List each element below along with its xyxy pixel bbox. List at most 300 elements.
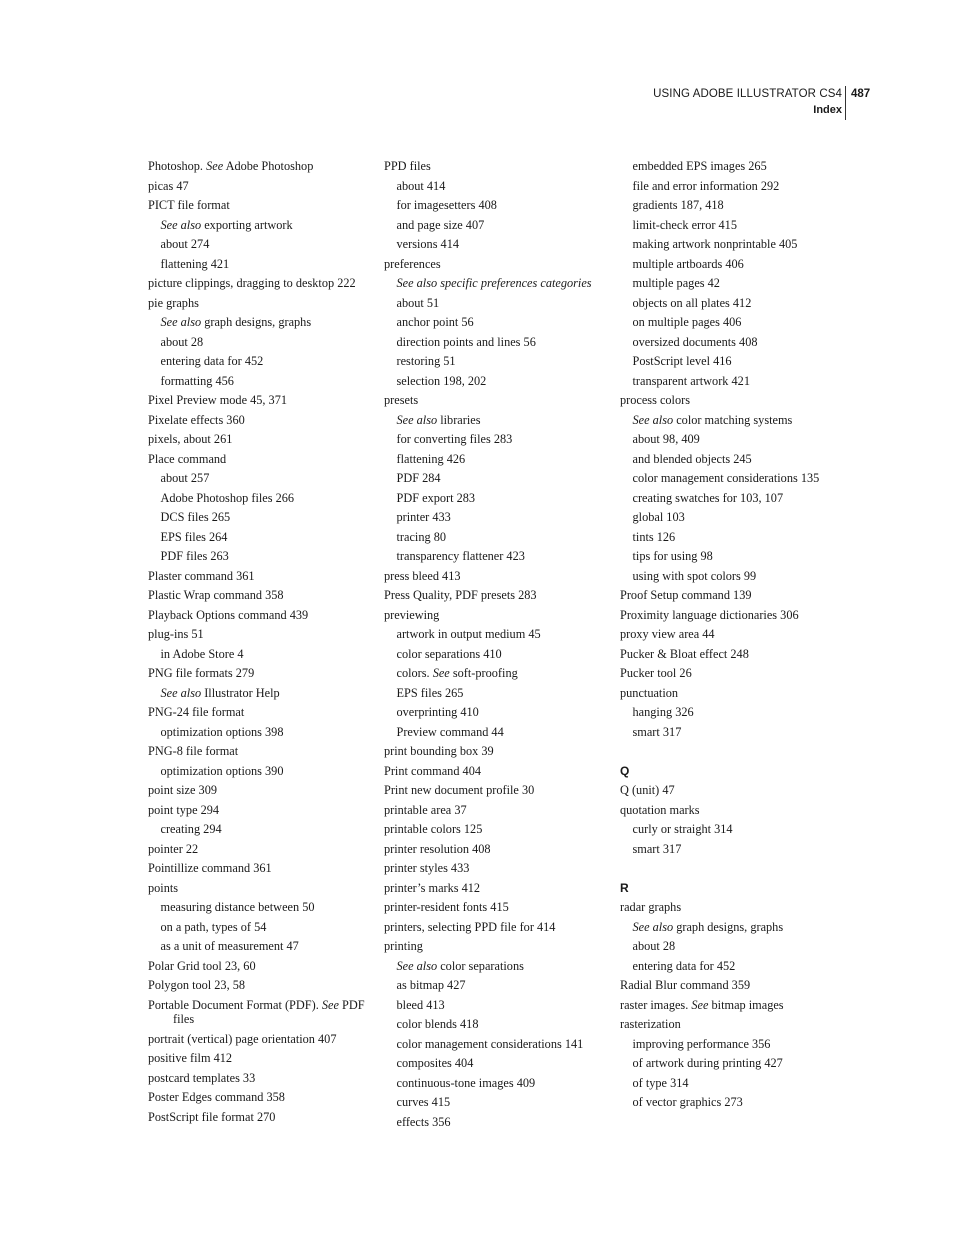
index-entry xyxy=(384,567,609,587)
entry-text: multiple pages 42 xyxy=(632,276,720,290)
index-subentry xyxy=(620,411,850,431)
index-subentry xyxy=(384,528,609,548)
entry-text: as bitmap 427 xyxy=(396,978,466,992)
index-entry xyxy=(384,255,609,275)
entry-text: about 28 xyxy=(160,334,204,349)
entry-text: Pixel Preview mode 45, 371 xyxy=(148,393,288,407)
cross-reference-label: See also xyxy=(632,919,674,934)
cross-reference-label: See also xyxy=(396,958,438,973)
index-entry xyxy=(384,898,609,918)
index-entry xyxy=(620,996,850,1016)
index-entry xyxy=(148,450,373,470)
index-entry xyxy=(148,996,373,1030)
cross-reference-target: Adobe Photoshop xyxy=(223,159,314,173)
entry-text: about 98, 409 xyxy=(632,432,700,446)
entry-text: DCS files 265 xyxy=(160,510,231,524)
header-title: USING ADOBE ILLUSTRATOR CS4 xyxy=(653,88,842,100)
index-subentry xyxy=(384,508,609,528)
index-subentry xyxy=(620,216,850,236)
index-column-2 xyxy=(384,157,609,1132)
index-subentry xyxy=(384,1113,609,1133)
entry-text: Print new document profile 30 xyxy=(384,783,535,797)
index-subentry xyxy=(620,177,850,197)
index-subentry xyxy=(384,645,609,665)
entry-text: overprinting 410 xyxy=(396,705,479,719)
index-entry xyxy=(384,742,609,762)
running-header xyxy=(0,84,954,124)
index-entry xyxy=(620,625,850,645)
entry-text: proxy view area 44 xyxy=(620,627,715,641)
index-entry xyxy=(620,391,850,411)
cross-reference-label: See also xyxy=(160,217,202,232)
entry-text: postcard templates 33 xyxy=(148,1070,256,1085)
entry-text: radar graphs xyxy=(620,900,682,914)
index-subentry xyxy=(148,235,373,255)
entry-text: PDF files 263 xyxy=(160,549,229,563)
index-entry xyxy=(148,957,373,977)
entry-text: entering data for 452 xyxy=(160,354,264,368)
entry-text: print bounding box 39 xyxy=(384,744,494,758)
index-subentry xyxy=(384,664,609,684)
index-subentry xyxy=(620,274,850,294)
index-subentry xyxy=(384,313,609,333)
index-entry xyxy=(620,781,850,801)
cross-reference-label: See also xyxy=(396,412,438,427)
index-entry xyxy=(148,742,373,762)
cross-reference-label: See also xyxy=(160,315,202,329)
entry-text: optimization options 390 xyxy=(160,763,284,778)
index-subentry xyxy=(620,489,850,509)
entry-text: curly or straight 314 xyxy=(632,822,733,836)
index-entry xyxy=(148,294,373,314)
entry-text: versions 414 xyxy=(396,237,460,251)
entry-text: printer 433 xyxy=(396,510,451,524)
cross-reference-target: color matching systems xyxy=(673,412,793,427)
index-subentry xyxy=(384,1035,609,1055)
entry-text: composites 404 xyxy=(396,1056,474,1070)
cross-reference-target: Illustrator Help xyxy=(201,685,280,700)
index-subentry xyxy=(148,684,373,704)
entry-text: color blends 418 xyxy=(396,1017,479,1031)
entry-text: EPS files 264 xyxy=(160,529,228,544)
index-subentry xyxy=(148,313,373,333)
index-subentry xyxy=(384,430,609,450)
entry-text: quotation marks xyxy=(620,802,700,817)
index-subentry xyxy=(620,333,850,353)
index-subentry xyxy=(620,957,850,977)
cross-reference-target: bitmap images xyxy=(708,997,784,1012)
entry-text: and blended objects 245 xyxy=(632,451,752,466)
index-entry xyxy=(620,645,850,665)
entry-text: on multiple pages 406 xyxy=(632,315,742,329)
index-subentry xyxy=(620,723,850,743)
entry-text: entering data for 452 xyxy=(632,958,736,973)
entry-text: color management considerations 141 xyxy=(396,1036,584,1051)
entry-text: positive film 412 xyxy=(148,1051,233,1065)
header-section: Index xyxy=(813,104,842,116)
entry-text: flattening 421 xyxy=(160,256,230,271)
entry-text: optimization options 398 xyxy=(160,724,284,739)
index-subentry xyxy=(384,996,609,1016)
entry-text: Playback Options command 439 xyxy=(148,607,309,622)
entry-text: creating 294 xyxy=(160,822,222,836)
entry-text: press bleed 413 xyxy=(384,568,461,583)
cross-reference-label: See also specific preferences categories xyxy=(396,276,592,290)
index-entry xyxy=(620,1015,850,1035)
index-subentry xyxy=(620,528,850,548)
index-subentry xyxy=(620,937,850,957)
entry-text: measuring distance between 50 xyxy=(160,900,315,914)
index-subentry xyxy=(384,469,609,489)
index-subentry xyxy=(620,567,850,587)
entry-text: Q (unit) 47 xyxy=(620,783,675,797)
entry-text: Pointillize command 361 xyxy=(148,861,272,875)
entry-text: oversized documents 408 xyxy=(632,334,758,349)
index-entry xyxy=(620,684,850,704)
entry-text: EPS files 265 xyxy=(396,685,464,700)
entry-text: on a path, types of 54 xyxy=(160,919,267,934)
entry-text: about 414 xyxy=(396,178,446,193)
entry-text: hanging 326 xyxy=(632,705,694,719)
entry-text: printable colors 125 xyxy=(384,822,483,836)
index-entry xyxy=(148,274,373,294)
entry-text: Portable Document Format (PDF). xyxy=(148,997,322,1012)
index-subentry xyxy=(620,840,850,860)
index-subentry xyxy=(384,1054,609,1074)
entry-text: Proof Setup command 139 xyxy=(620,588,752,602)
index-subentry xyxy=(148,372,373,392)
header-text-block xyxy=(653,86,842,118)
index-entry xyxy=(148,196,373,216)
index-entry xyxy=(384,157,609,177)
entry-text: printers, selecting PPD file for 414 xyxy=(384,919,556,934)
entry-text: formatting 456 xyxy=(160,373,234,388)
index-subentry xyxy=(384,352,609,372)
entry-text: using with spot colors 99 xyxy=(632,568,757,583)
index-subentry xyxy=(620,1054,850,1074)
index-subentry xyxy=(620,547,850,567)
index-subentry xyxy=(384,411,609,431)
index-entry xyxy=(384,781,609,801)
index-subentry xyxy=(620,372,850,392)
index-subentry xyxy=(148,352,373,372)
entry-text: file and error information 292 xyxy=(632,178,780,193)
cross-reference-label: See xyxy=(432,666,450,680)
index-subentry xyxy=(620,1093,850,1113)
index-subentry xyxy=(384,1093,609,1113)
entry-text: Adobe Photoshop files 266 xyxy=(160,490,295,505)
index-entry xyxy=(148,567,373,587)
entry-text: for converting files 283 xyxy=(396,432,513,446)
index-entry xyxy=(148,976,373,996)
index-subentry xyxy=(384,625,609,645)
index-subentry xyxy=(384,1074,609,1094)
index-subentry xyxy=(148,723,373,743)
cross-reference-target: libraries xyxy=(437,412,481,427)
entry-text: embedded EPS images 265 xyxy=(632,159,767,173)
entry-text: PostScript level 416 xyxy=(632,354,732,368)
index-entry xyxy=(148,411,373,431)
entry-text: Preview command 44 xyxy=(396,724,504,739)
entry-text: Polygon tool 23, 58 xyxy=(148,978,246,992)
index-subentry xyxy=(620,469,850,489)
entry-text: restoring 51 xyxy=(396,354,456,368)
index-subentry xyxy=(384,177,609,197)
entry-text: transparency flattener 423 xyxy=(396,549,525,563)
index-subentry xyxy=(384,976,609,996)
entry-text: selection 198, 202 xyxy=(396,373,487,388)
index-entry xyxy=(620,664,850,684)
index-entry xyxy=(148,157,373,177)
index-subentry xyxy=(620,1035,850,1055)
entry-text: plug-ins 51 xyxy=(148,627,204,641)
index-entry xyxy=(148,1088,373,1108)
index-subentry xyxy=(148,918,373,938)
entry-text: PNG file formats 279 xyxy=(148,666,255,680)
entry-text: pie graphs xyxy=(148,295,199,310)
index-subentry xyxy=(620,703,850,723)
entry-text: global 103 xyxy=(632,510,685,524)
index-subentry xyxy=(384,1015,609,1035)
index-entry xyxy=(384,762,609,782)
index-subentry xyxy=(384,723,609,743)
entry-text: Pucker & Bloat effect 248 xyxy=(620,646,749,661)
index-entry xyxy=(148,703,373,723)
index-entry xyxy=(148,781,373,801)
entry-text: about 28 xyxy=(632,939,676,953)
index-column-1 xyxy=(148,157,373,1127)
cross-reference-label: See also xyxy=(160,685,202,700)
index-subentry xyxy=(384,294,609,314)
entry-text: printer’s marks 412 xyxy=(384,880,481,895)
index-entry xyxy=(384,391,609,411)
entry-text: effects 356 xyxy=(396,1114,451,1129)
index-subentry xyxy=(384,547,609,567)
entry-text: in Adobe Store 4 xyxy=(160,646,244,661)
entry-text: of vector graphics 273 xyxy=(632,1095,743,1109)
entry-text: multiple artboards 406 xyxy=(632,256,744,271)
index-column-3 xyxy=(620,157,850,1113)
index-subentry xyxy=(620,294,850,314)
page-number: 487 xyxy=(851,88,871,100)
entry-text: pixels, about 261 xyxy=(148,432,233,446)
index-subentry xyxy=(384,274,609,294)
index-subentry xyxy=(620,918,850,938)
cross-reference-target: PDF files xyxy=(173,997,365,1026)
index-entry xyxy=(148,625,373,645)
index-subentry xyxy=(620,508,850,528)
entry-text: tracing 80 xyxy=(396,529,447,544)
index-entry xyxy=(384,840,609,860)
index-entry xyxy=(620,606,850,626)
index-subentry xyxy=(384,489,609,509)
entry-text: Radial Blur command 359 xyxy=(620,978,751,992)
cross-reference-label: See also xyxy=(632,412,674,427)
index-entry xyxy=(620,898,850,918)
entry-text: flattening 426 xyxy=(396,451,466,466)
index-subentry xyxy=(384,216,609,236)
entry-text: transparent artwork 421 xyxy=(632,373,750,388)
entry-text: printer-resident fonts 415 xyxy=(384,900,509,914)
entry-text: process colors xyxy=(620,393,691,407)
entry-text: presets xyxy=(384,393,419,407)
entry-text: bleed 413 xyxy=(396,997,445,1012)
index-subentry xyxy=(384,196,609,216)
index-section-letter xyxy=(620,762,850,782)
index-subentry xyxy=(148,489,373,509)
index-entry xyxy=(384,606,609,626)
index-entry xyxy=(384,918,609,938)
entry-text: direction points and lines 56 xyxy=(396,334,536,349)
cross-reference-target: graph designs, graphs xyxy=(201,315,312,329)
entry-text: PNG-8 file format xyxy=(148,744,239,758)
index-entry xyxy=(148,801,373,821)
entry-text: raster images. xyxy=(620,997,692,1012)
entry-text: Poster Edges command 358 xyxy=(148,1090,285,1104)
index-subentry xyxy=(148,255,373,275)
entry-text: Print command 404 xyxy=(384,763,482,778)
index-entry xyxy=(148,606,373,626)
cross-reference-target: graph designs, graphs xyxy=(673,919,784,934)
index-entry xyxy=(148,430,373,450)
index-entry xyxy=(148,859,373,879)
entry-text: about 274 xyxy=(160,237,210,251)
index-section-letter xyxy=(620,879,850,899)
index-entry xyxy=(384,879,609,899)
index-subentry xyxy=(148,528,373,548)
index-entry xyxy=(148,840,373,860)
index-subentry xyxy=(620,430,850,450)
index-subentry xyxy=(620,352,850,372)
index-entry xyxy=(148,586,373,606)
index-subentry xyxy=(384,684,609,704)
entry-text: pointer 22 xyxy=(148,841,199,856)
cross-reference-target: color separations xyxy=(437,958,524,973)
entry-text: points xyxy=(148,880,179,895)
index-subentry xyxy=(620,196,850,216)
index-entry xyxy=(384,937,609,957)
index-subentry xyxy=(384,703,609,723)
entry-text: smart 317 xyxy=(632,724,682,739)
entry-text: PICT file format xyxy=(148,198,230,212)
index-subentry xyxy=(384,333,609,353)
entry-text: Place command xyxy=(148,451,227,466)
entry-text: PNG-24 file format xyxy=(148,705,245,719)
index-subentry xyxy=(384,235,609,255)
index-entry xyxy=(148,1069,373,1089)
entry-text: picture clippings, dragging to desktop 222 xyxy=(148,276,356,290)
cross-reference-label: See xyxy=(321,997,339,1012)
index-entry xyxy=(148,391,373,411)
index-entry xyxy=(620,586,850,606)
cross-reference-target: soft-proofing xyxy=(449,666,518,680)
cross-reference-target: exporting artwork xyxy=(201,217,293,232)
entry-text: about 51 xyxy=(396,295,440,310)
entry-text: Pucker tool 26 xyxy=(620,666,692,680)
index-subentry xyxy=(620,450,850,470)
index-subentry xyxy=(620,1074,850,1094)
entry-text: point type 294 xyxy=(148,802,220,817)
entry-text: PDF export 283 xyxy=(396,490,476,505)
header-divider xyxy=(845,86,846,120)
index-subentry xyxy=(148,898,373,918)
index-subentry xyxy=(148,216,373,236)
entry-text: printer resolution 408 xyxy=(384,841,491,856)
index-subentry xyxy=(148,937,373,957)
index-subentry xyxy=(148,508,373,528)
entry-text: of type 314 xyxy=(632,1075,689,1090)
index-entry xyxy=(148,177,373,197)
index-subentry xyxy=(620,157,850,177)
index-subentry xyxy=(148,762,373,782)
entry-text: tips for using 98 xyxy=(632,549,713,563)
index-subentry xyxy=(620,820,850,840)
entry-text: Plaster command 361 xyxy=(148,568,255,583)
entry-text: rasterization xyxy=(620,1017,681,1031)
entry-text: printer styles 433 xyxy=(384,861,470,875)
entry-text: gradients 187, 418 xyxy=(632,198,724,212)
entry-text: limit-check error 415 xyxy=(632,217,737,232)
index-entry xyxy=(148,1030,373,1050)
index-entry xyxy=(620,976,850,996)
index-entry xyxy=(148,879,373,899)
entry-text: Q xyxy=(620,763,630,778)
entry-text: preferences xyxy=(384,256,441,271)
entry-text: of artwork during printing 427 xyxy=(632,1056,783,1070)
entry-text: portrait (vertical) page orientation 407 xyxy=(148,1031,337,1046)
entry-text: colors. xyxy=(396,666,433,680)
entry-text: PPD files xyxy=(384,159,431,173)
entry-text: improving performance 356 xyxy=(632,1036,771,1051)
entry-text: Proximity language dictionaries 306 xyxy=(620,607,799,622)
index-subentry xyxy=(620,313,850,333)
entry-text: continuous-tone images 409 xyxy=(396,1075,536,1090)
index-subentry xyxy=(620,235,850,255)
cross-reference-label: See xyxy=(691,997,709,1012)
entry-text: Pixelate effects 360 xyxy=(148,412,245,427)
entry-text: and page size 407 xyxy=(396,217,485,232)
entry-text: making artwork nonprintable 405 xyxy=(632,237,798,251)
entry-text: for imagesetters 408 xyxy=(396,198,497,212)
index-subentry xyxy=(148,645,373,665)
index-subentry xyxy=(148,469,373,489)
index-subentry xyxy=(384,957,609,977)
index-entry xyxy=(620,801,850,821)
index-entry xyxy=(384,820,609,840)
index-subentry xyxy=(148,820,373,840)
index-entry xyxy=(148,664,373,684)
entry-text: tints 126 xyxy=(632,529,676,544)
entry-text: previewing xyxy=(384,607,440,622)
index-entry xyxy=(148,1108,373,1128)
index-entry xyxy=(148,1049,373,1069)
entry-text: point size 309 xyxy=(148,783,217,797)
index-subentry xyxy=(148,547,373,567)
index-entry xyxy=(384,586,609,606)
entry-text: printing xyxy=(384,939,423,953)
index-entry xyxy=(384,859,609,879)
entry-text: color separations 410 xyxy=(396,646,502,661)
entry-text: color management considerations 135 xyxy=(632,471,820,485)
index-subentry xyxy=(384,450,609,470)
index-entry xyxy=(384,801,609,821)
entry-text: punctuation xyxy=(620,685,679,700)
entry-text: smart 317 xyxy=(632,841,682,856)
entry-text: about 257 xyxy=(160,471,210,485)
entry-text: objects on all plates 412 xyxy=(632,295,752,310)
entry-text: Photoshop. xyxy=(148,159,207,173)
entry-text: curves 415 xyxy=(396,1095,451,1109)
